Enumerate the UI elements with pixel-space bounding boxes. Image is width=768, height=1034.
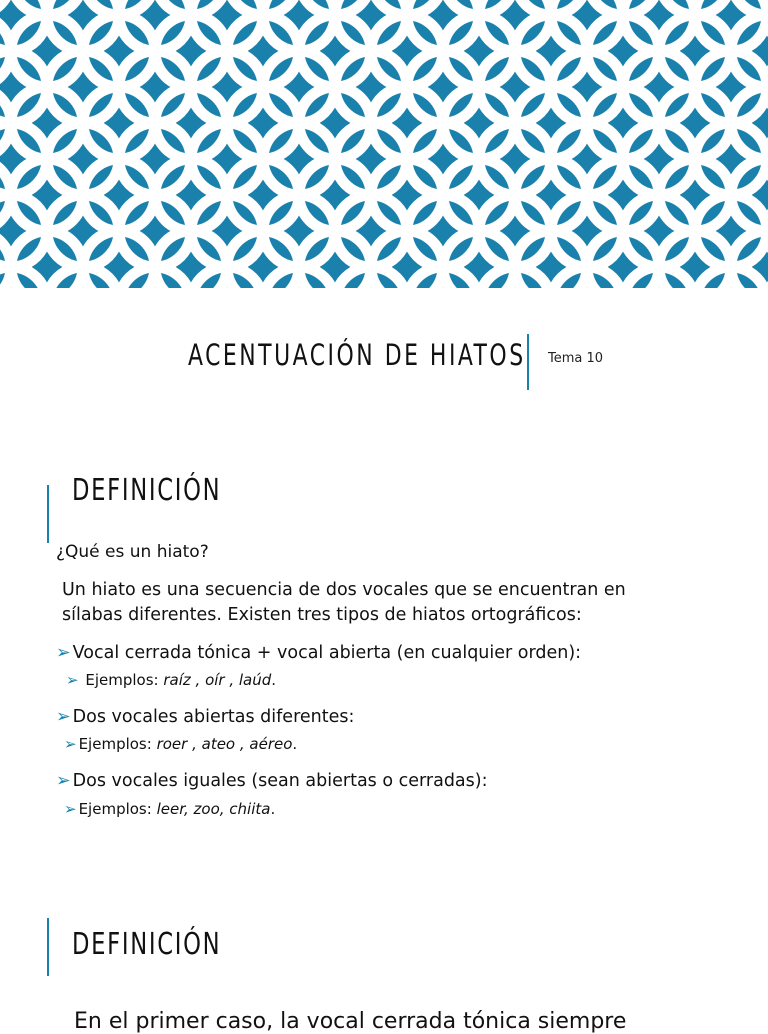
title-divider	[527, 334, 529, 390]
example-label: Ejemplos:	[78, 735, 157, 753]
example-words: raíz , oír , laúd	[163, 671, 272, 689]
example-line	[64, 800, 275, 818]
example-words: roer , ateo , aéreo	[156, 735, 293, 753]
example-line	[66, 671, 276, 689]
bullet-text: Dos vocales abiertas diferentes:	[72, 707, 355, 727]
bullet-item	[56, 643, 581, 663]
section-accent-bar	[47, 918, 49, 976]
example-line	[64, 735, 297, 753]
example-end: .	[271, 671, 277, 689]
example-label: Ejemplos:	[85, 671, 164, 689]
section-heading: DEFINICIÓN	[72, 927, 222, 962]
section-accent-bar	[47, 485, 49, 543]
section-heading: DEFINICIÓN	[72, 473, 222, 508]
example-words: leer, zoo, chiita	[156, 800, 271, 818]
arrow-bullet-icon: ➢	[56, 643, 71, 663]
arrow-bullet-icon: ➢	[56, 707, 71, 727]
paragraph-line: sílabas diferentes. Existen tres tipos de hiatos ortográficos:	[62, 605, 582, 625]
bullet-text: Dos vocales iguales (sean abiertas o cerradas):	[72, 771, 488, 791]
paragraph-line: Un hiato es una secuencia de dos vocales que se encuentran en	[62, 580, 626, 600]
bullet-text: Vocal cerrada tónica + vocal abierta (en cualquier orden):	[72, 643, 582, 663]
decorative-pattern-banner	[0, 0, 768, 288]
example-end: .	[270, 800, 276, 818]
bullet-item	[56, 707, 354, 727]
circle-lattice-pattern-icon	[0, 0, 768, 288]
example-end: .	[292, 735, 298, 753]
question-text: ¿Qué es un hiato?	[56, 542, 209, 562]
bullet-item	[56, 771, 488, 791]
arrow-bullet-icon: ➢	[64, 735, 77, 753]
title-area	[0, 330, 768, 390]
presentation-title: ACENTUACIÓN DE HIATOS	[188, 338, 526, 372]
arrow-bullet-icon: ➢	[66, 671, 79, 689]
example-label: Ejemplos:	[78, 800, 157, 818]
paragraph-line: En el primer caso, la vocal cerrada tónica siempre	[74, 1009, 627, 1034]
arrow-bullet-icon: ➢	[64, 800, 77, 818]
presentation-subtitle: Tema 10	[548, 351, 604, 366]
arrow-bullet-icon: ➢	[56, 771, 71, 791]
